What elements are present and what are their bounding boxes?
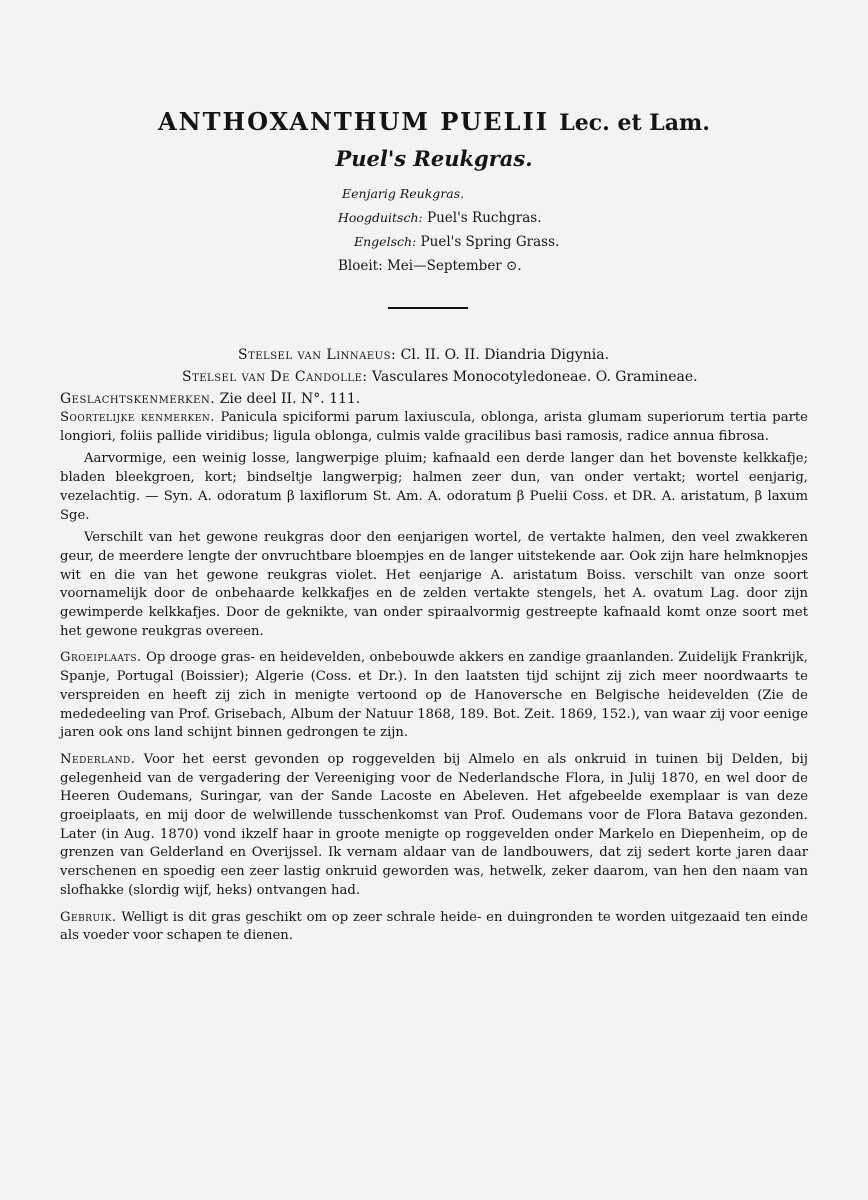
alt-name: Eenjarig Reukgras.	[342, 186, 465, 201]
species-title	[0, 107, 868, 136]
english-label: Engelsch:	[354, 234, 417, 249]
genus-value: Zie deel II. N°. 111.	[219, 391, 361, 407]
netherlands-text: Voor het eerst gevonden op roggevelden bij Almelo en als onkruid in tuinen bij Delden, bij gelegenheid van de vergadering der Vereeniging voor de Nederlandsche Flora, in Julij 1870, en wel door de Heeren Oudemans, Suringar, van der Sande Lacoste en Abeleven. Het afgebeelde exemplaar is van deze groeiplaats, en mij door de welwillende tusschenkomst van Prof. Oudemans voor de Flora Batava gezonden. Later (in Aug. 1870) vond ikzelf haar in groote menigte op roggevelden onder Markelo en Diepenheim, op de grenzen van Gelderland en Overijssel. Ik vernam aldaar van de landbouwers, dat zij sedert korte jaren daar verschenen en spoedig een zeer lastig onkruid geworden was, hetwelk, zeker daarom, van hen den naam van slofhakke (slordig wijf, heks) ontvangen had.	[60, 751, 808, 898]
use-label: Gebruik.	[60, 909, 117, 925]
netherlands-label: Nederland.	[60, 751, 136, 767]
genus-label: Geslachtskenmerken.	[60, 391, 216, 407]
bloom-label: Bloeit:	[338, 258, 383, 274]
description-body	[60, 409, 808, 950]
species-paragraph	[60, 409, 808, 446]
habitat-text: Op drooge gras- en heidevelden, onbebouwde akkers en zandige graanlanden. Zuidelijk Frankrijk, Spanje, Portugal (Boissier); Algerie (Coss. et Dr.). In den laatsten tijd schijnt zij zich meer noordwaarts te verspreiden en heeft zij zich in menigte vertoond op de Hanoversche en Belgische heidevelden (Zie de mededeeling van Prof. Grisebach, Album der Natuur 1868, 189. Bot. Zeit. 1869, 152.), van waar zij voor eenige jaren ook ons land schijnt binnen gedrongen te zijn.	[60, 650, 808, 741]
linnaeus-value: Cl. II. O. II. Diandria Digynia.	[400, 347, 610, 363]
candolle-value: Vasculares Monocotyledoneae. O. Gramineae.	[372, 369, 698, 385]
species-subtitle: Puel's Reukgras.	[335, 146, 533, 171]
english-name: Puel's Spring Grass.	[420, 234, 560, 250]
use-text: Welligt is dit gras geschikt om op zeer schrale heide- en duingronden te worden uitgezaaid ten einde als voeder voor schapen te dienen.	[60, 909, 808, 944]
species-dutch-paragraph: Aarvormige, een weinig losse, langwerpige pluim; kafnaald een derde langer dan het bovenste kelkkafje; bladen bleekgroen, kort; bindseltje langwerpig; halmen zeer dun, van onder vertakt; wortel eenjarig, vezelachtig. — Syn. A. odoratum β laxiflorum St. Am. A. odoratum β Puelii Coss. et DR. A. aristatum, β laxum Sge.	[60, 451, 808, 523]
classification-block	[60, 344, 808, 410]
candolle-label: Stelsel van De Candolle:	[182, 369, 368, 385]
common-names-block	[338, 182, 668, 278]
title-latin-name: ANTHOXANTHUM PUELII	[158, 107, 549, 136]
german-label: Hoogduitsch:	[338, 210, 423, 225]
habitat-paragraph	[60, 649, 808, 743]
section-divider	[388, 307, 468, 309]
use-paragraph	[60, 909, 808, 946]
difference-paragraph: Verschilt van het gewone reukgras door den eenjarigen wortel, de vertakte halmen, den veel zwakkeren geur, de meerdere lengte der onvruchtbare bloempjes en de langer uitstekende aar. Ook zijn hare helmknopjes wit en die van het gewone reukgras violet. Het eenjarige A. aristatum Boiss. verschilt van onze soort voornamelijk door de onbehaarde kelkkafjes en de zelden vertakte stengels, het A. ovatum Lag. door zijn gewimperde kelkkafjes. Door de geknikte, van onder spiraalvormig gestreepte kafnaald komt onze soort met het gewone reukgras overeen.	[60, 530, 808, 639]
habitat-label: Groeiplaats.	[60, 650, 142, 666]
netherlands-paragraph	[60, 751, 808, 901]
german-name: Puel's Ruchgras.	[427, 210, 542, 226]
bloom-value: Mei—September ⊙.	[386, 258, 522, 274]
linnaeus-label: Stelsel van Linnaeus:	[238, 347, 397, 363]
species-label: Soortelijke kenmerken.	[60, 410, 215, 425]
title-authors: Lec. et Lam.	[559, 110, 710, 136]
species-latin-text: Panicula spiciformi parum laxiuscula, oblonga, arista glumam superiorum tertia parte longiori, foliis pallide viridibus; ligula oblonga, culmis valde gracilibus basi ramosis, radice annua fibrosa.	[60, 410, 808, 444]
